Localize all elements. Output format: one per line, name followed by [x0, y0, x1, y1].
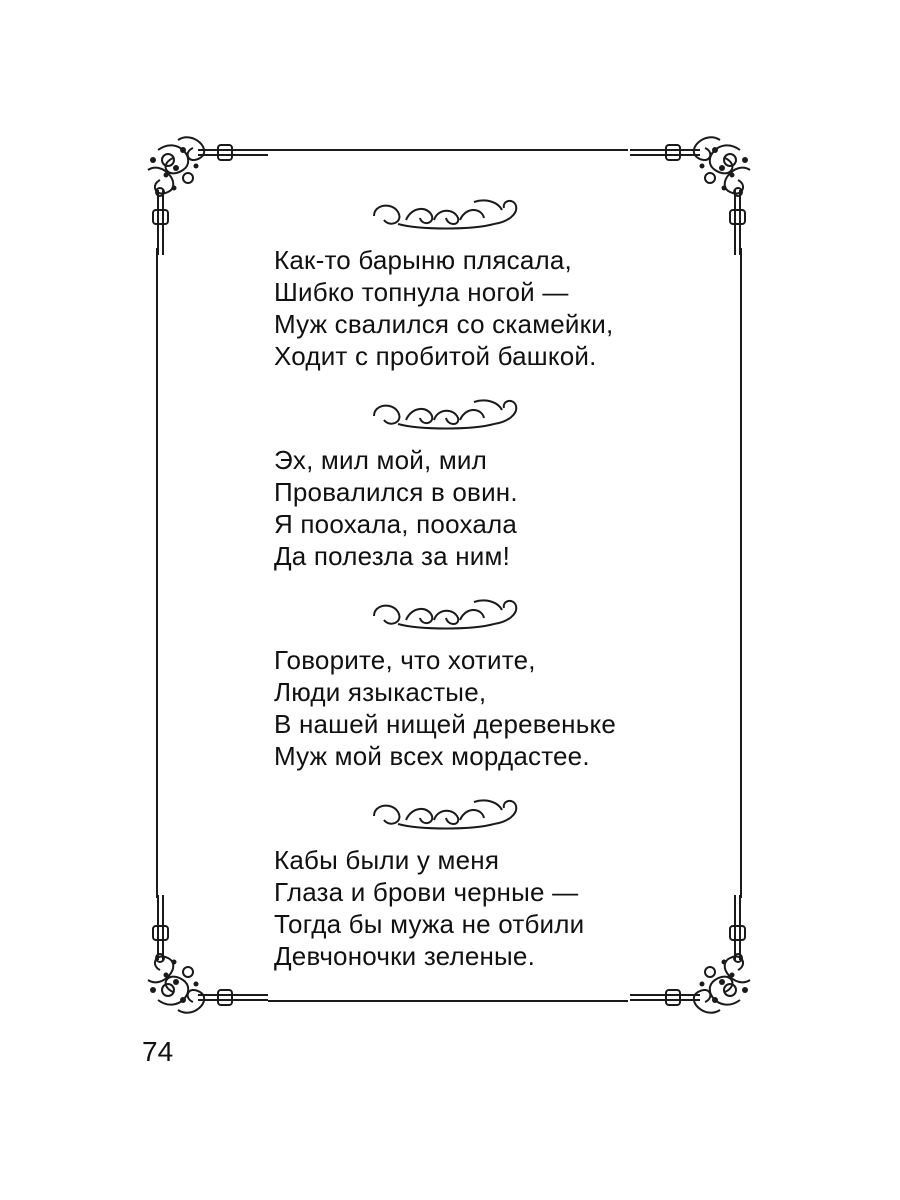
- flourish-divider-icon: [370, 794, 522, 834]
- flourish-divider-icon: [370, 194, 522, 234]
- verse-line: Глаза и брови черные —: [274, 877, 579, 907]
- verse-line: Тогда бы мужа не отбили: [274, 909, 585, 939]
- frame-top-border: [268, 149, 628, 151]
- corner-ornament-bottom-left: [138, 890, 268, 1020]
- verse-line: Я поохала, поохала: [274, 509, 518, 539]
- corner-ornament-top-left: [138, 130, 268, 260]
- poem-body: [274, 194, 714, 994]
- frame-bottom-border: [268, 1000, 628, 1002]
- verse-line: Говорите, что хотите,: [274, 645, 536, 675]
- flourish-divider-icon: [370, 394, 522, 434]
- flourish-divider-icon: [370, 594, 522, 634]
- stanza-1: [274, 244, 714, 372]
- stanza-4: [274, 844, 714, 972]
- stanza-3: [274, 644, 714, 772]
- verse-line: Шибко топнула ногой —: [274, 277, 569, 307]
- verse-line: Ходит с пробитой башкой.: [274, 341, 597, 371]
- stanza-2: [274, 444, 714, 572]
- page-number: 74: [142, 1036, 174, 1067]
- frame-left-border: [156, 248, 158, 898]
- verse-line: Кабы были у меня: [274, 845, 500, 875]
- verse-line: Как-то барыню плясала,: [274, 245, 572, 275]
- verse-line: В нашей нищей деревеньке: [274, 709, 617, 739]
- verse-line: Люди языкастые,: [274, 677, 487, 707]
- verse-line: Девчоночки зеленые.: [274, 941, 536, 971]
- verse-line: Муж свалился со скамейки,: [274, 309, 614, 339]
- verse-line: Провалился в овин.: [274, 477, 518, 507]
- verse-line: Да полезла за ним!: [274, 541, 510, 571]
- frame-right-border: [740, 248, 742, 898]
- verse-line: Муж мой всех мордастее.: [274, 741, 590, 771]
- verse-line: Эх, мил мой, мил: [274, 445, 488, 475]
